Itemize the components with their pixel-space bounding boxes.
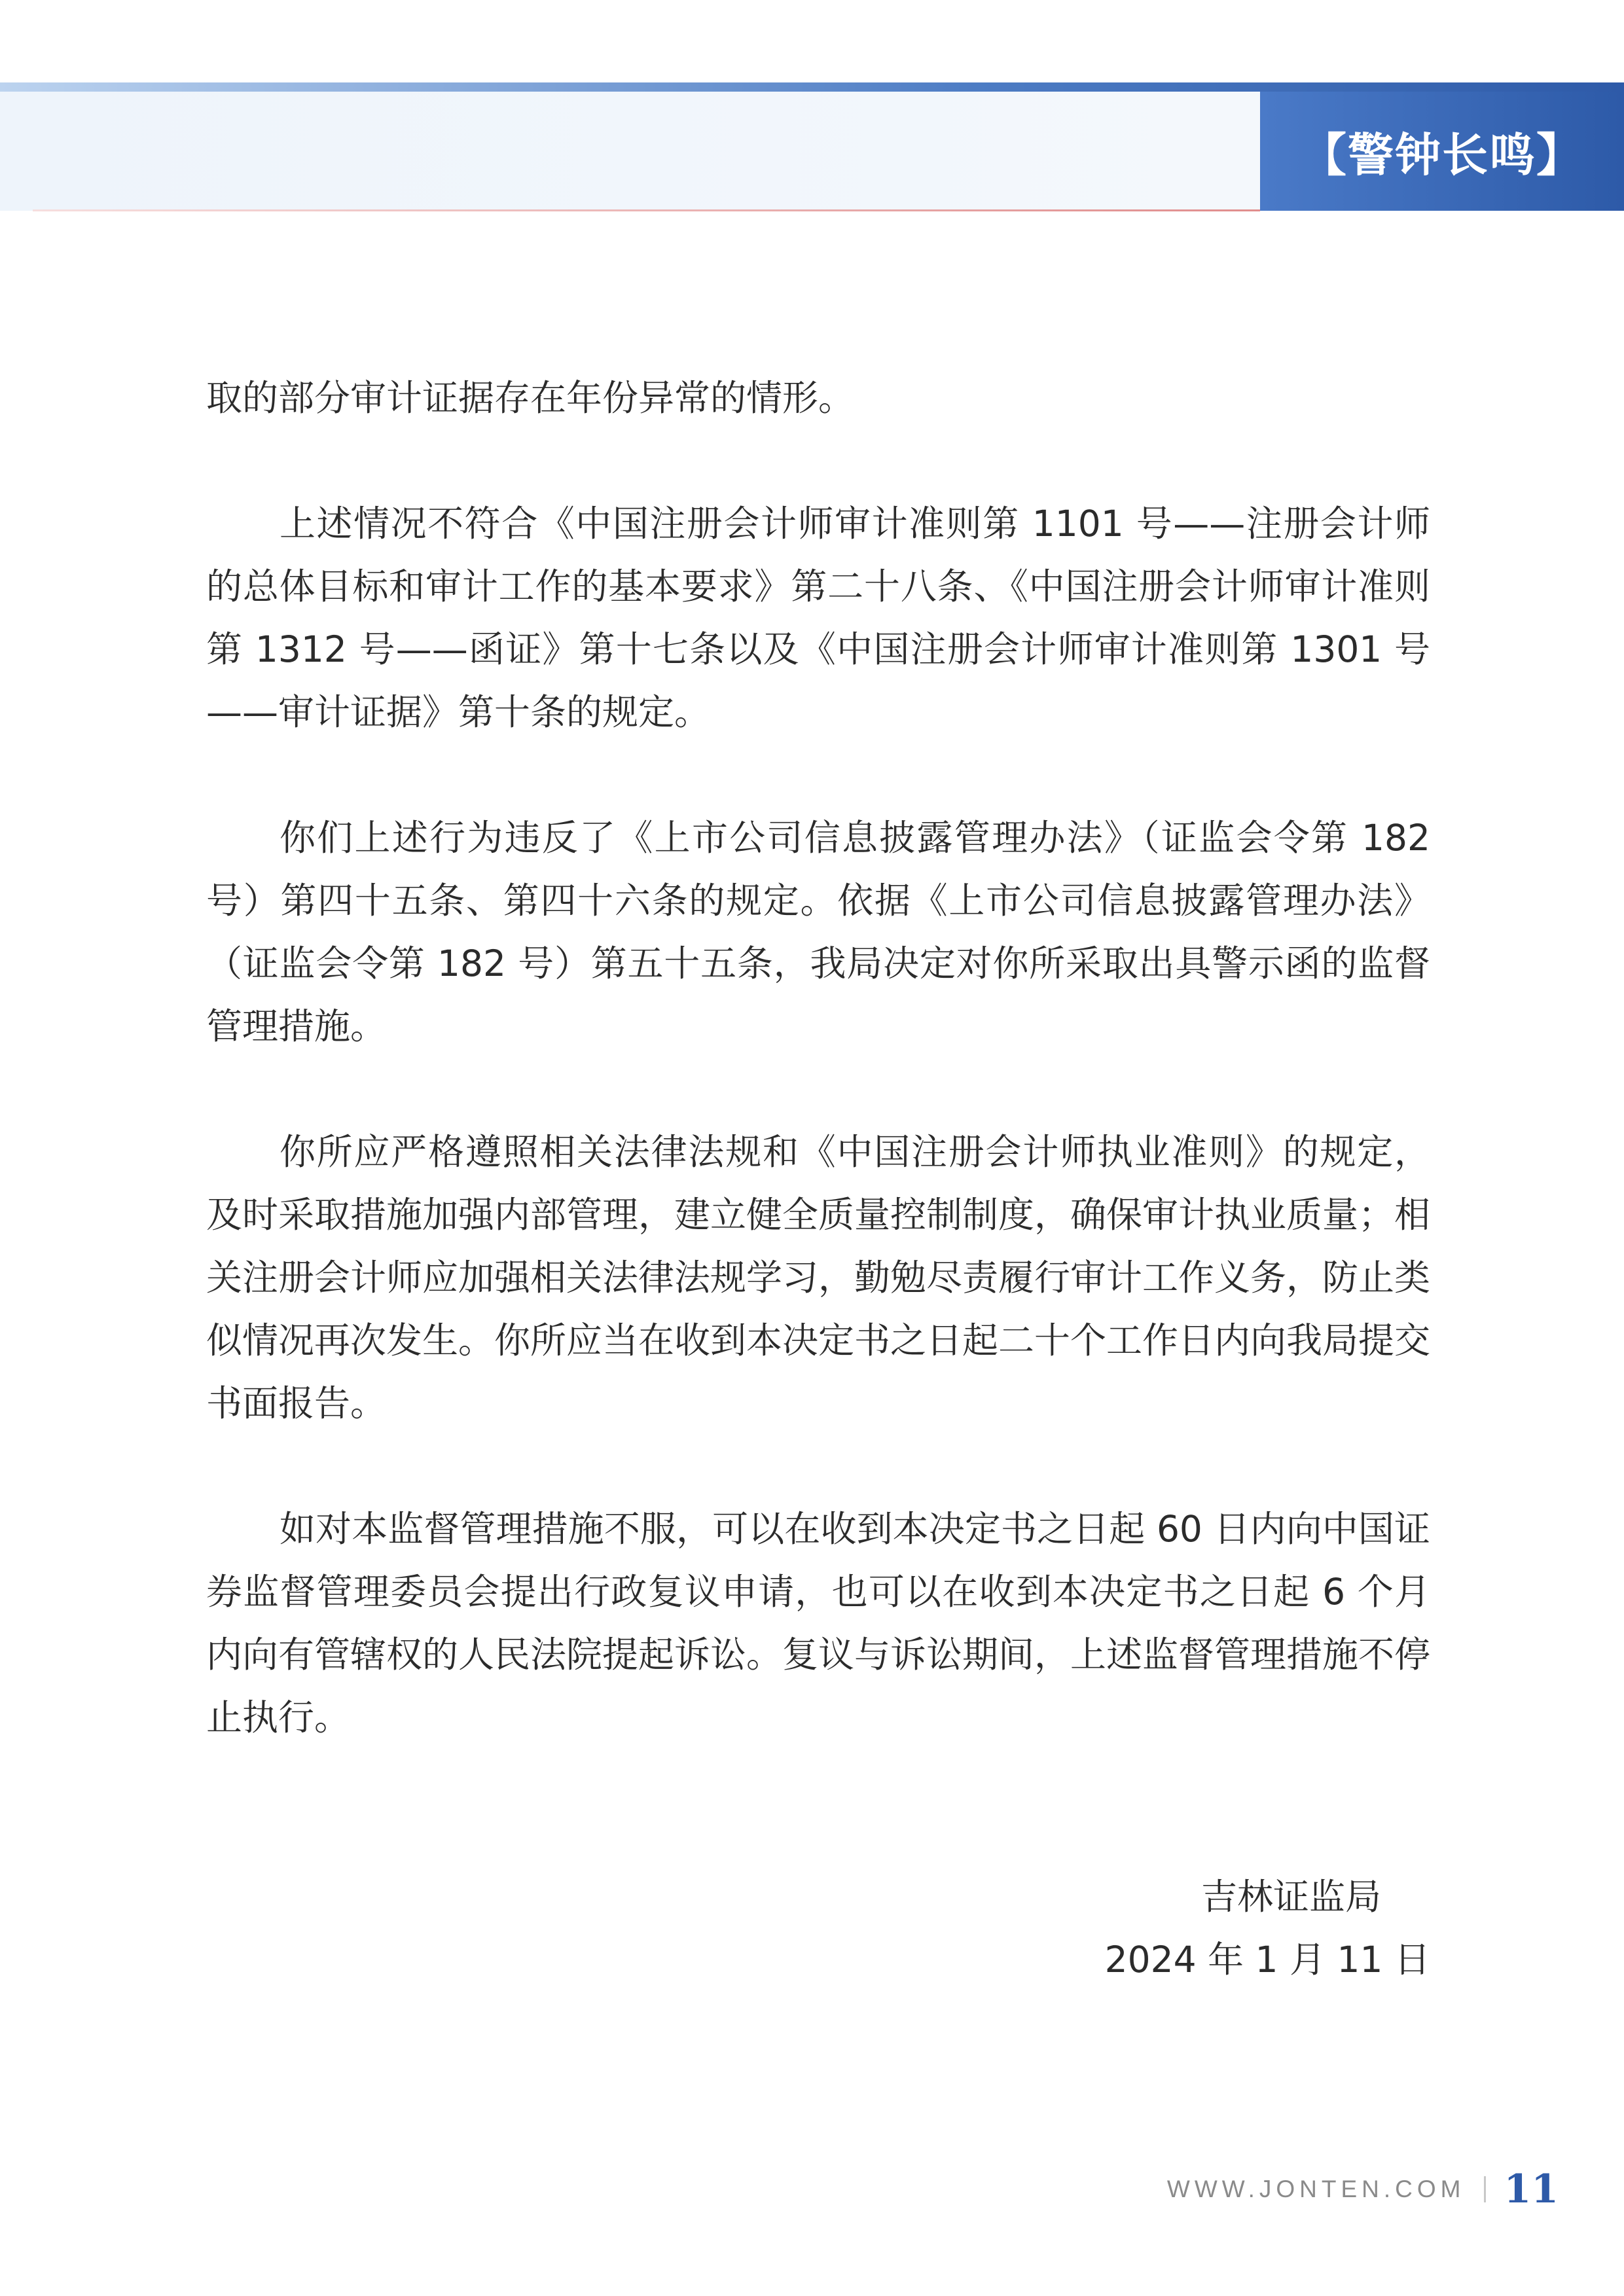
- header-underline: [33, 209, 1260, 211]
- page-number: 11: [1504, 2166, 1559, 2212]
- paragraph-requirements: 你所应严格遵照相关法律法规和《中国注册会计师执业准则》的规定，及时采取措施加强内部管理，建立健全质量控制制度，确保审计执业质量；相关注册会计师应加强相关法律法规学习，勤勉尽责履行审计工作义务，防止类似情况再次发生。你所应当在收到本决定书之日起二十个工作日内向我局提交书面报告。: [206, 1131, 1431, 1424]
- issuing-organization: 吉林证监局: [1200, 1876, 1381, 1918]
- footer-divider: [1484, 2176, 1486, 2202]
- paragraph-continuation: 取的部分审计证据存在年份异常的情形。: [206, 377, 855, 419]
- section-tag: [1260, 92, 1624, 211]
- section-tag-label: 【警钟长鸣】: [1301, 127, 1583, 182]
- document-body: [206, 367, 1430, 1749]
- header-top-rule: [0, 82, 1624, 92]
- signature-block: [1105, 1865, 1430, 1991]
- paragraph-appeal-rights: 如对本监督管理措施不服，可以在收到本决定书之日起 60 日内向中国证券监督管理委员会提出行政复议申请，也可以在收到本决定书之日起 6 个月内向有管辖权的人民法院提起诉讼。复议与诉讼期间，上述监督管理措施不停止执行。: [206, 1508, 1431, 1738]
- page-footer: [1167, 2160, 1559, 2219]
- header-band: [0, 92, 1260, 211]
- paragraph-decision: 你们上述行为违反了《上市公司信息披露管理办法》（证监会令第 182 号）第四十五条、第四十六条的规定。依据《上市公司信息披露管理办法》（证监会令第 182 号）第五十五条，我局决定对你所采取出具警示函的监督管理措施。: [206, 817, 1430, 1047]
- footer-website: WWW.JONTEN.COM: [1166, 2176, 1466, 2202]
- issue-date: 2024 年 1 月 11 日: [1104, 1939, 1430, 1981]
- paragraph-regulation-violation: 上述情况不符合《中国注册会计师审计准则第 1101 号——注册会计师的总体目标和审计工作的基本要求》第二十八条、《中国注册会计师审计准则第 1312 号——函证》第十七条以及《中国注册会计师审计准则第 1301 号——审计证据》第十条的规定。: [206, 503, 1430, 733]
